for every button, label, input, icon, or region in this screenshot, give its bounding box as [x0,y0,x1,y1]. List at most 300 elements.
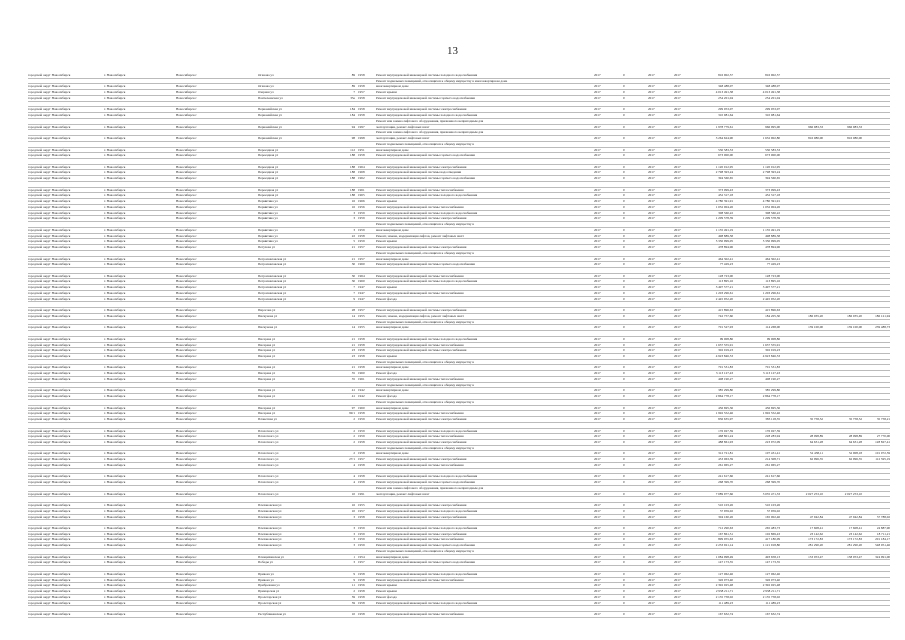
table-cell: Ремонт внутридомовой инженерной системы холодного водоснабжения [376,571,478,576]
table-cell: 47 942,84 [809,514,823,519]
table-cell: 1964 [358,273,365,278]
table-cell: 1965 [358,193,365,198]
table-cell: Ремонт внутридомовой инженерной системы холодного водоснабжения [376,279,478,284]
table-cell: городской округ Новосибирск [28,612,71,617]
table-cell: Новосибирск г [176,583,197,588]
table-cell: городской округ Новосибирск [28,124,71,129]
table-cell: 2017 [674,503,681,508]
table-cell: 1959 [358,417,365,422]
table-cell: 2017 [674,434,681,439]
table-cell: Ремонт внутридомовой инженерной системы теплоснабжения [376,411,464,416]
table-cell: 2 027 253,10 [805,491,823,496]
table-cell: 176 027,59 [765,428,780,433]
table-cell: 2 392 025,48 [762,583,780,588]
table-cell: 2017 [674,388,681,393]
table-cell: 167 632,74 [718,612,733,617]
table-cell: 548 051,46 [875,543,890,548]
table-cell: 510 103,26 [765,503,780,508]
table-cell: 2017 [674,600,681,605]
table-cell: 394 560,65 [718,176,733,181]
table-cell: Плехановская ул [258,526,282,531]
table-cell: Новосибирск г [176,526,197,531]
table-cell: 2017 [594,394,601,399]
table-cell: 2017 [674,491,681,496]
table-cell: 1959 [358,210,365,215]
table-cell: 1959 [358,239,365,244]
table-cell: 2017 [594,411,601,416]
table-cell: 52 438,11 [809,451,823,456]
table-cell: 9 [353,577,355,582]
table-cell: г. Новосибирск [104,273,126,278]
table-cell: Новосибирск г [176,204,197,209]
table-cell: Плахотного ул [258,480,279,485]
table-cell: Новосибирск г [176,107,197,112]
table-cell: Новосибирск г [176,233,197,238]
table-cell: 0 [623,170,625,175]
table-cell: 2017 [648,170,655,175]
table-cell: 816 902,57 [718,73,733,77]
table-cell: Новосибирск г [176,342,197,347]
table-cell: городской округ Новосибирск [28,365,71,370]
table-cell: Пермитина ул [258,227,278,232]
table-cell: 0 [623,216,625,221]
table-cell: 383 118,35 [765,417,780,422]
table-cell: 2017 [648,508,655,513]
table-cell: 21 [351,245,355,250]
table-cell: 2017 [674,193,681,198]
table-cell: 1955 [358,313,365,318]
table-cell: 2017 [674,153,681,158]
table-cell: Ремонт подвальных помещений, относящихся к общему имуществу в [376,382,474,387]
table-cell: 2017 [674,90,681,95]
table-cell: 310 981,64 [765,113,780,118]
table-cell: 2017 [674,245,681,250]
table-cell: Петропавловская ул [258,296,287,301]
table-cell: 2017 [594,531,601,536]
table-cell: Ремонт внутридомовой инженерной системы холодного водоснабжения [376,428,478,433]
table-cell: Новосибирск г [176,577,197,582]
table-cell: 0 [623,480,625,485]
table-cell: 10 [351,491,355,496]
table-cell: 373 099,43 [765,187,780,192]
table-cell: 2 135 758,02 [715,594,733,599]
table-cell: г. Новосибирск [104,440,126,444]
table-cell: 2 445 952,20 [762,296,780,301]
table-cell: г. Новосибирск [104,451,126,456]
table-cell: Ремонт внутридомовой инженерной системы электроснабжения [376,245,467,250]
table-cell: 101 072,59 [875,451,890,456]
table-cell: Плахотного ул [258,474,279,479]
table-cell: 0 [623,365,625,370]
table-cell: 1951 [358,147,365,152]
table-cell: Новосибирск г [176,594,197,599]
table-cell: 816 080,00 [808,136,823,141]
table-cell: 1957 [358,245,365,250]
table-cell: 468 801,24 [718,434,733,439]
table-cell: городской округ Новосибирск [28,84,71,89]
table-cell: Пискунова ул [258,313,278,318]
table-cell: 2017 [648,571,655,576]
table-cell: г. Новосибирск [104,245,126,250]
table-cell: 1959 [358,434,365,439]
table-cell: городской округ Новосибирск [28,600,71,605]
table-cell: 2017 [594,571,601,576]
table-cell: 2017 [648,376,655,381]
table-cell: 0 [623,376,625,381]
table-cell: Озерная ул [258,90,274,95]
table-cell: 3 497 577,21 [715,285,733,290]
table-cell: Ремонт подвальных помещений, относящихся к общему имуществу в [376,141,474,146]
table-cell: 1958 [358,233,365,238]
table-cell: Новосибирск г [176,365,197,370]
table-cell: 299 053,07 [765,107,780,112]
table-cell: 2017 [648,462,655,467]
table-cell: Ремонт внутридомовой инженерной системы горячего водоснабжения [376,95,475,100]
table-cell: 2017 [648,193,655,198]
table-cell: 2017 [648,526,655,531]
table-cell: городской округ Новосибирск [28,279,71,284]
table-cell: 113 895,16 [718,279,733,284]
table-cell: 0 [623,290,625,295]
table-cell: 0 [623,417,625,422]
table-cell: 1955 [358,503,365,508]
table-cell: Ремонт или замена лифтового оборудования, признанного непригодным для [376,130,484,135]
table-cell: г. Новосибирск [104,365,126,370]
table-cell: городской округ Новосибирск [28,560,71,565]
table-cell: 2017 [674,107,681,112]
table-cell: Первомайская ул [258,136,282,141]
table-cell: 2017 [594,388,601,393]
table-cell: Новосибирск г [176,147,197,152]
table-cell: 52 908,18 [848,451,862,456]
table-cell: 165 002,46 [765,514,780,519]
table-cell: 2017 [674,514,681,519]
table-cell: Ремонт подвальных помещений, относящихся к общему имуществу в [376,399,474,404]
table-cell: Ремонт внутридомовой инженерной системы электроснабжения [376,514,467,519]
table-cell: 2017 [594,187,601,192]
table-cell: 2017 [674,147,681,152]
table-cell: 498 889,58 [765,233,780,238]
table-cell: 2017 [648,388,655,393]
table-cell: 2 135 758,02 [762,594,780,599]
table-cell: 3 [353,543,355,548]
table-cell: 1 032 004,26 [715,204,733,209]
table-cell: 0 [623,348,625,353]
table-cell: 530 583,53 [765,147,780,152]
table-cell: 2017 [674,348,681,353]
table-cell: 2017 [674,571,681,576]
table-cell: 302 019,23 [765,348,780,353]
table-cell: 173 172,83 [808,537,823,542]
table-cell: 167 632,74 [765,612,780,617]
table-cell: Новосибирск г [176,405,197,410]
table-cell: 2017 [648,124,655,129]
table-cell: 0 [623,560,625,565]
table-cell: 452 317,18 [718,193,733,198]
table-cell: 2017 [648,440,655,444]
table-cell: 2017 [594,296,601,301]
table-cell: 30 [351,262,355,267]
table-cell: городской округ Новосибирск [28,583,71,588]
table-cell: 899 055,63 [718,537,733,542]
table-cell: Новосибирск г [176,170,197,175]
table-cell: Новосибирск г [176,537,197,542]
table-cell: городской округ Новосибирск [28,245,71,250]
table-cell: 1959 [358,428,365,433]
table-cell: 2017 [648,279,655,284]
table-cell: 2017 [674,376,681,381]
table-cell: Республиканская ул [258,612,286,617]
table-cell: 1958 [358,353,365,358]
table-cell: 188 [350,170,355,175]
table-cell: 326 073,40 [718,577,733,582]
table-cell: Новосибирск г [176,113,197,118]
table-cell: Плющихинская ул [258,554,284,559]
table-cell: 2017 [594,107,601,112]
table-cell: 385 299,80 [765,388,780,393]
table-cell: городской округ Новосибирск [28,285,71,290]
table-cell: многоквартирном доме [376,388,409,393]
table-cell: городской округ Новосибирск [28,342,71,347]
table-cell: городской округ Новосибирск [28,336,71,341]
table-cell: Петропавловская ул [258,262,287,267]
table-cell: 2017 [674,405,681,410]
table-cell: 2017 [648,428,655,433]
table-cell: 2017 [674,612,681,617]
table-cell: Ремонт внутридомовой инженерной системы холодного водоснабжения [376,526,478,531]
table-cell: 77 429,23 [766,262,780,267]
table-cell: 17 608,41 [809,526,823,531]
table-cell: эксплуатации, ремонт лифтовых шахт [376,124,430,129]
table-cell: 2017 [594,589,601,594]
table-cell: 493 658,13 [765,554,780,559]
table-cell: городской округ Новосибирск [28,262,71,267]
table-cell: 3 [353,537,355,542]
table-cell: Новосибирск г [176,440,197,444]
table-cell: 2017 [674,531,681,536]
table-cell: г. Новосибирск [104,187,126,192]
table-cell: г. Новосибирск [104,405,126,410]
table-cell: 2017 [594,491,601,496]
table-cell: 186 035,20 [847,313,862,318]
table-cell: 1959 [358,526,365,531]
table-cell: Новосибирск г [176,554,197,559]
table-cell: 3 264 624,90 [715,136,733,141]
table-cell: 1954 [358,554,365,559]
table-cell: 0 [623,537,625,542]
table-cell: 2017 [648,577,655,582]
table-cell: 35 758,52 [809,417,823,422]
table-cell: 464 302,41 [718,256,733,261]
table-cell: г. Новосибирск [104,503,126,508]
table-cell: Ремонт внутридомовой инженерной системы электроснабжения [376,457,467,462]
table-cell: 23 142,62 [848,531,862,536]
table-cell: 2017 [594,537,601,542]
table-cell: 415 896,63 [765,308,780,313]
table-cell: городской округ Новосибирск [28,95,71,100]
table-cell: городской округ Новосибирск [28,526,71,531]
table-cell: 147 173,35 [765,560,780,565]
table-cell: г. Новосибирск [104,560,126,565]
table-cell: 742 757,60 [718,313,733,318]
table-cell: 1958 [358,336,365,341]
table-cell: 5 [353,239,355,244]
table-cell: Новосибирск г [176,313,197,318]
table-cell: 0 [623,514,625,519]
table-cell: Ремонт внутридомовой инженерной системы горячего водоснабжения [376,153,475,158]
table-cell: 2017 [594,417,601,422]
table-cell: 1958 [358,411,365,416]
table-cell: г. Новосибирск [104,308,126,313]
table-cell: 1958 [358,451,365,456]
table-cell: Петропавловская ул [258,290,287,295]
table-cell: 2017 [594,256,601,261]
table-cell: городской округ Новосибирск [28,273,71,278]
table-cell: городской округ Новосибирск [28,290,71,295]
table-cell: 2017 [674,594,681,599]
table-cell: Пермитина ул [258,210,278,215]
table-cell: г. Новосибирск [104,508,126,513]
table-cell: 1960 [358,371,365,376]
table-cell: 3 113 127,43 [762,371,780,376]
table-cell: городской округ Новосибирск [28,554,71,559]
table-cell: Писарева ул [258,371,276,376]
table-cell: 2017 [594,216,601,221]
table-cell: Ремонт внутридомовой инженерной системы холодного водоснабжения [376,193,478,198]
table-cell: Ремонт фасада [376,394,397,399]
table-cell: Ремонт внутридомовой инженерной системы электроснабжения [376,107,467,112]
table-cell: городской округ Новосибирск [28,543,71,548]
table-cell: 2017 [674,313,681,318]
table-cell: Петропавловская ул [258,279,287,284]
table-cell: 0 [623,554,625,559]
table-cell: Ремонт внутридомовой инженерной системы холодного водоснабжения [376,508,478,513]
table-cell: 2017 [648,199,655,204]
table-cell: городской округ Новосибирск [28,176,71,181]
table-cell: 2017 [648,84,655,89]
table-cell: 0 [623,434,625,439]
table-cell: Новосибирск г [176,428,197,433]
table-cell: 47 942,84 [848,514,862,519]
table-cell: Новосибирск г [176,600,197,605]
table-cell: 1958 [358,73,365,77]
table-cell: 2017 [594,84,601,89]
table-cell: 1998 [358,136,365,141]
table-cell: 2017 [648,153,655,158]
table-cell: 2017 [594,365,601,370]
table-cell: 3 497 577,21 [762,285,780,290]
table-cell: 308 560,22 [718,210,733,215]
table-cell: 456 695,36 [718,405,733,410]
table-cell: г. Новосибирск [104,554,126,559]
table-cell: Новосибирск г [176,325,197,330]
table-cell: 478 894,96 [718,245,733,250]
table-cell: 373 099,43 [718,187,733,192]
table-cell: городской округ Новосибирск [28,313,71,318]
table-cell: Ремонт подвальных помещений, относящихся к общему имуществу в [376,222,474,227]
table-cell: городской округ Новосибирск [28,210,71,215]
table-cell: г. Новосибирск [104,233,126,238]
table-cell: городской округ Новосибирск [28,199,71,204]
table-cell: 1 203 296,61 [762,290,780,295]
table-cell: 0 [623,210,625,215]
table-cell: Новосибирск г [176,371,197,376]
table-cell: городской округ Новосибирск [28,325,71,330]
table-cell: 385 299,80 [718,388,733,393]
table-cell: Писарева ул [258,365,276,370]
table-cell: 0 [623,204,625,209]
table-cell: 0 [623,583,625,588]
table-cell: г. Новосибирск [104,313,126,318]
table-cell: городской округ Новосибирск [28,451,71,456]
table-cell: городской округ Новосибирск [28,491,71,496]
table-cell: 2017 [594,336,601,341]
table-cell: 2 445 952,20 [715,296,733,301]
table-cell: 111 489,23 [765,600,780,605]
table-cell: 348 488,07 [718,84,733,89]
table-cell: 2017 [648,273,655,278]
table-cell: Новосибирск г [176,95,197,100]
table-cell: 415 896,63 [718,308,733,313]
table-cell: 57 959,02 [719,508,733,513]
table-cell: 1958 [358,514,365,519]
table-cell: Новосибирск г [176,612,197,617]
table-cell: 1957 [358,560,365,565]
table-cell: Пирогова ул [258,308,276,313]
table-cell: 2017 [648,474,655,479]
table-cell: Петропавловская ул [258,285,287,290]
table-cell: 2017 [648,187,655,192]
table-cell: 1958 [358,474,365,479]
table-cell: Новосибирск г [176,262,197,267]
table-cell: городской округ Новосибирск [28,353,71,358]
table-cell: городской округ Новосибирск [28,90,71,95]
table-cell: 2017 [648,417,655,422]
table-cell: 2017 [674,474,681,479]
table-cell: 0 [623,239,625,244]
table-cell: 21 [351,256,355,261]
table-cell: 2017 [594,262,601,267]
table-cell: 2017 [594,451,601,456]
table-cell: 2017 [648,353,655,358]
table-cell: 2017 [648,204,655,209]
table-cell: 2 938 211,71 [762,589,780,594]
table-cell: 2017 [648,245,655,250]
table-cell: 2017 [594,526,601,531]
table-cell: Ремонт подвальных помещений, относящихся к общему имуществу в [376,319,474,324]
table-cell: Писарева ул [258,353,276,358]
table-cell: 1960 [358,279,365,284]
table-cell: г. Новосибирск [104,239,126,244]
table-cell: Новосибирск г [176,187,197,192]
table-cell: 348 488,07 [765,84,780,89]
table-cell: 2017 [674,176,681,181]
table-cell: 2017 [594,199,601,204]
table-cell: г. Новосибирск [104,147,126,152]
table-cell: Новосибирск г [176,239,197,244]
table-cell: 188 [350,164,355,169]
table-cell: 1958 [358,480,365,485]
table-cell: Ремонт подвальных помещений, относящихся к общему имуществу в [376,359,474,364]
table-cell: Ремонт внутридомовой инженерной системы горячего водоснабжения [376,480,475,485]
table-cell: 2017 [648,594,655,599]
table-cell: 0 [623,84,625,89]
table-cell: 452 317,18 [765,193,780,198]
table-cell: 2017 [594,245,601,250]
table-cell: Плахотного ул [258,457,279,462]
table-cell: 0 [623,589,625,594]
table-cell: Привокз ул [258,577,274,582]
